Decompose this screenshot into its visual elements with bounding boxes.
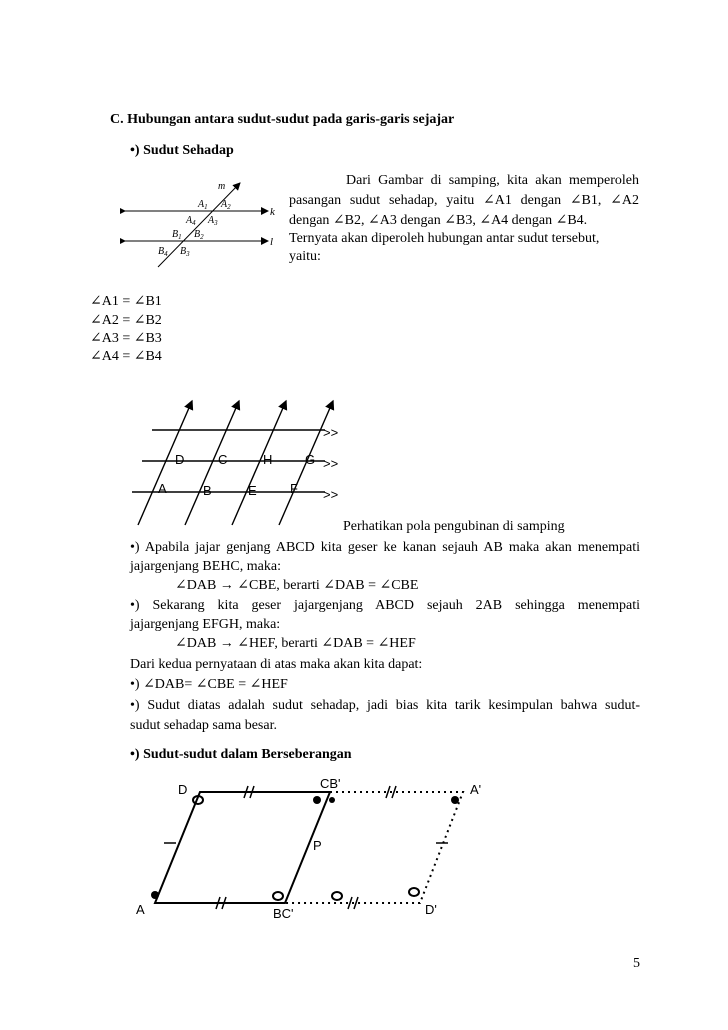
- label-k: k: [270, 206, 275, 218]
- body-line-8: •) ∠DAB= ∠CBE = ∠HEF: [130, 677, 288, 692]
- equality-3: ∠A3 = ∠B3: [90, 331, 162, 346]
- label-A2: $A_2$: [221, 199, 231, 211]
- label-G: G: [305, 452, 316, 467]
- body-line-9: •) Sudut diatas adalah sudut sehadap, jadi bias kita tarik kesimpulan bahwa sudut-: [130, 698, 640, 713]
- parallelogram-ABCD: [155, 792, 330, 903]
- body-line-6: ∠DAB → ∠HEF, berarti ∠DAB = ∠HEF: [175, 636, 416, 651]
- label-B: B: [203, 483, 212, 498]
- parallel-mark-2: >>: [323, 456, 339, 471]
- equality-4: ∠A4 = ∠B4: [90, 349, 162, 364]
- label-B4: $B_4$: [158, 246, 168, 258]
- paragraph-line-5: yaitu:: [289, 249, 321, 264]
- label-E: E: [248, 483, 257, 498]
- figure-caption: Perhatikan pola pengubinan di samping: [343, 519, 565, 534]
- label-H: H: [263, 452, 273, 467]
- section-heading: C. Hubungan antara sudut-sudut pada garis-garis sejajar: [110, 112, 455, 127]
- figure-parallelogram-tiling: [120, 395, 360, 535]
- label-B3: $B_3$: [180, 246, 190, 258]
- label-A3: $A_3$: [208, 215, 218, 227]
- label-D: D: [178, 782, 188, 797]
- slanted-line-2: [185, 401, 239, 525]
- label-m: m: [218, 181, 226, 192]
- body-line-5: jajargenjang EFGH, maka:: [130, 617, 281, 632]
- parallel-mark-1: >>: [323, 425, 339, 440]
- label-A: A: [136, 902, 145, 917]
- label-C: C: [218, 452, 228, 467]
- label-l: l: [270, 236, 274, 248]
- equality-1: ∠A1 = ∠B1: [90, 294, 162, 309]
- paragraph-line-1: Dari Gambar di samping, kita akan memperoleh: [346, 173, 639, 188]
- label-C-B-prime: CB': [320, 776, 341, 791]
- equality-2: ∠A2 = ∠B2: [90, 313, 162, 328]
- label-A4: $A_4$: [186, 215, 196, 227]
- parallel-mark-3: >>: [323, 487, 339, 502]
- label-F: F: [290, 481, 298, 496]
- label-D-prime: D': [425, 902, 437, 917]
- label-A: A: [158, 481, 167, 496]
- paragraph-line-2: pasangan sudut sehadap, yaitu ∠A1 dengan ∠B1, ∠A2: [289, 193, 639, 208]
- body-line-1: •) Apabila jajar genjang ABCD kita geser ke kanan sejauh AB maka akan menempati: [130, 540, 640, 555]
- figure-parallel-lines: [120, 175, 290, 270]
- body-line-7: Dari kedua pernyataan di atas maka akan kita dapat:: [130, 657, 423, 672]
- body-line-2: jajargenjang BEHC, maka:: [130, 559, 281, 574]
- body-line-10: sudut sehadap sama besar.: [130, 718, 277, 733]
- page-number: 5: [633, 956, 640, 971]
- label-B1: $B_1$: [172, 229, 182, 241]
- paragraph-line-3: dengan ∠B2, ∠A3 dengan ∠B3, ∠A4 dengan ∠B4.: [289, 213, 588, 228]
- body-line-4: •) Sekarang kita geser jajargenjang ABCD sejauh 2AB sehingga menempati: [130, 598, 640, 613]
- subheading-corresponding-angles: •) Sudut Sehadap: [130, 143, 234, 158]
- subheading-alternate-interior-angles: •) Sudut-sudut dalam Berseberangan: [130, 747, 352, 762]
- label-D: D: [175, 452, 185, 467]
- figure-parallelogram-rotation: [120, 768, 510, 928]
- label-B2: $B_2$: [194, 229, 204, 241]
- label-B-C-prime: BC': [273, 906, 294, 921]
- parallelogram-rotated: [285, 792, 463, 903]
- label-A1: $A_1$: [198, 199, 208, 211]
- body-line-3: ∠DAB → ∠CBE, berarti ∠DAB = ∠CBE: [175, 578, 419, 593]
- label-A-prime: A': [470, 782, 482, 797]
- label-P: P: [313, 838, 322, 853]
- paragraph-line-4: Ternyata akan diperoleh hubungan antar sudut tersebut,: [289, 231, 600, 246]
- slanted-line-3: [232, 401, 286, 525]
- line-m: [158, 183, 240, 267]
